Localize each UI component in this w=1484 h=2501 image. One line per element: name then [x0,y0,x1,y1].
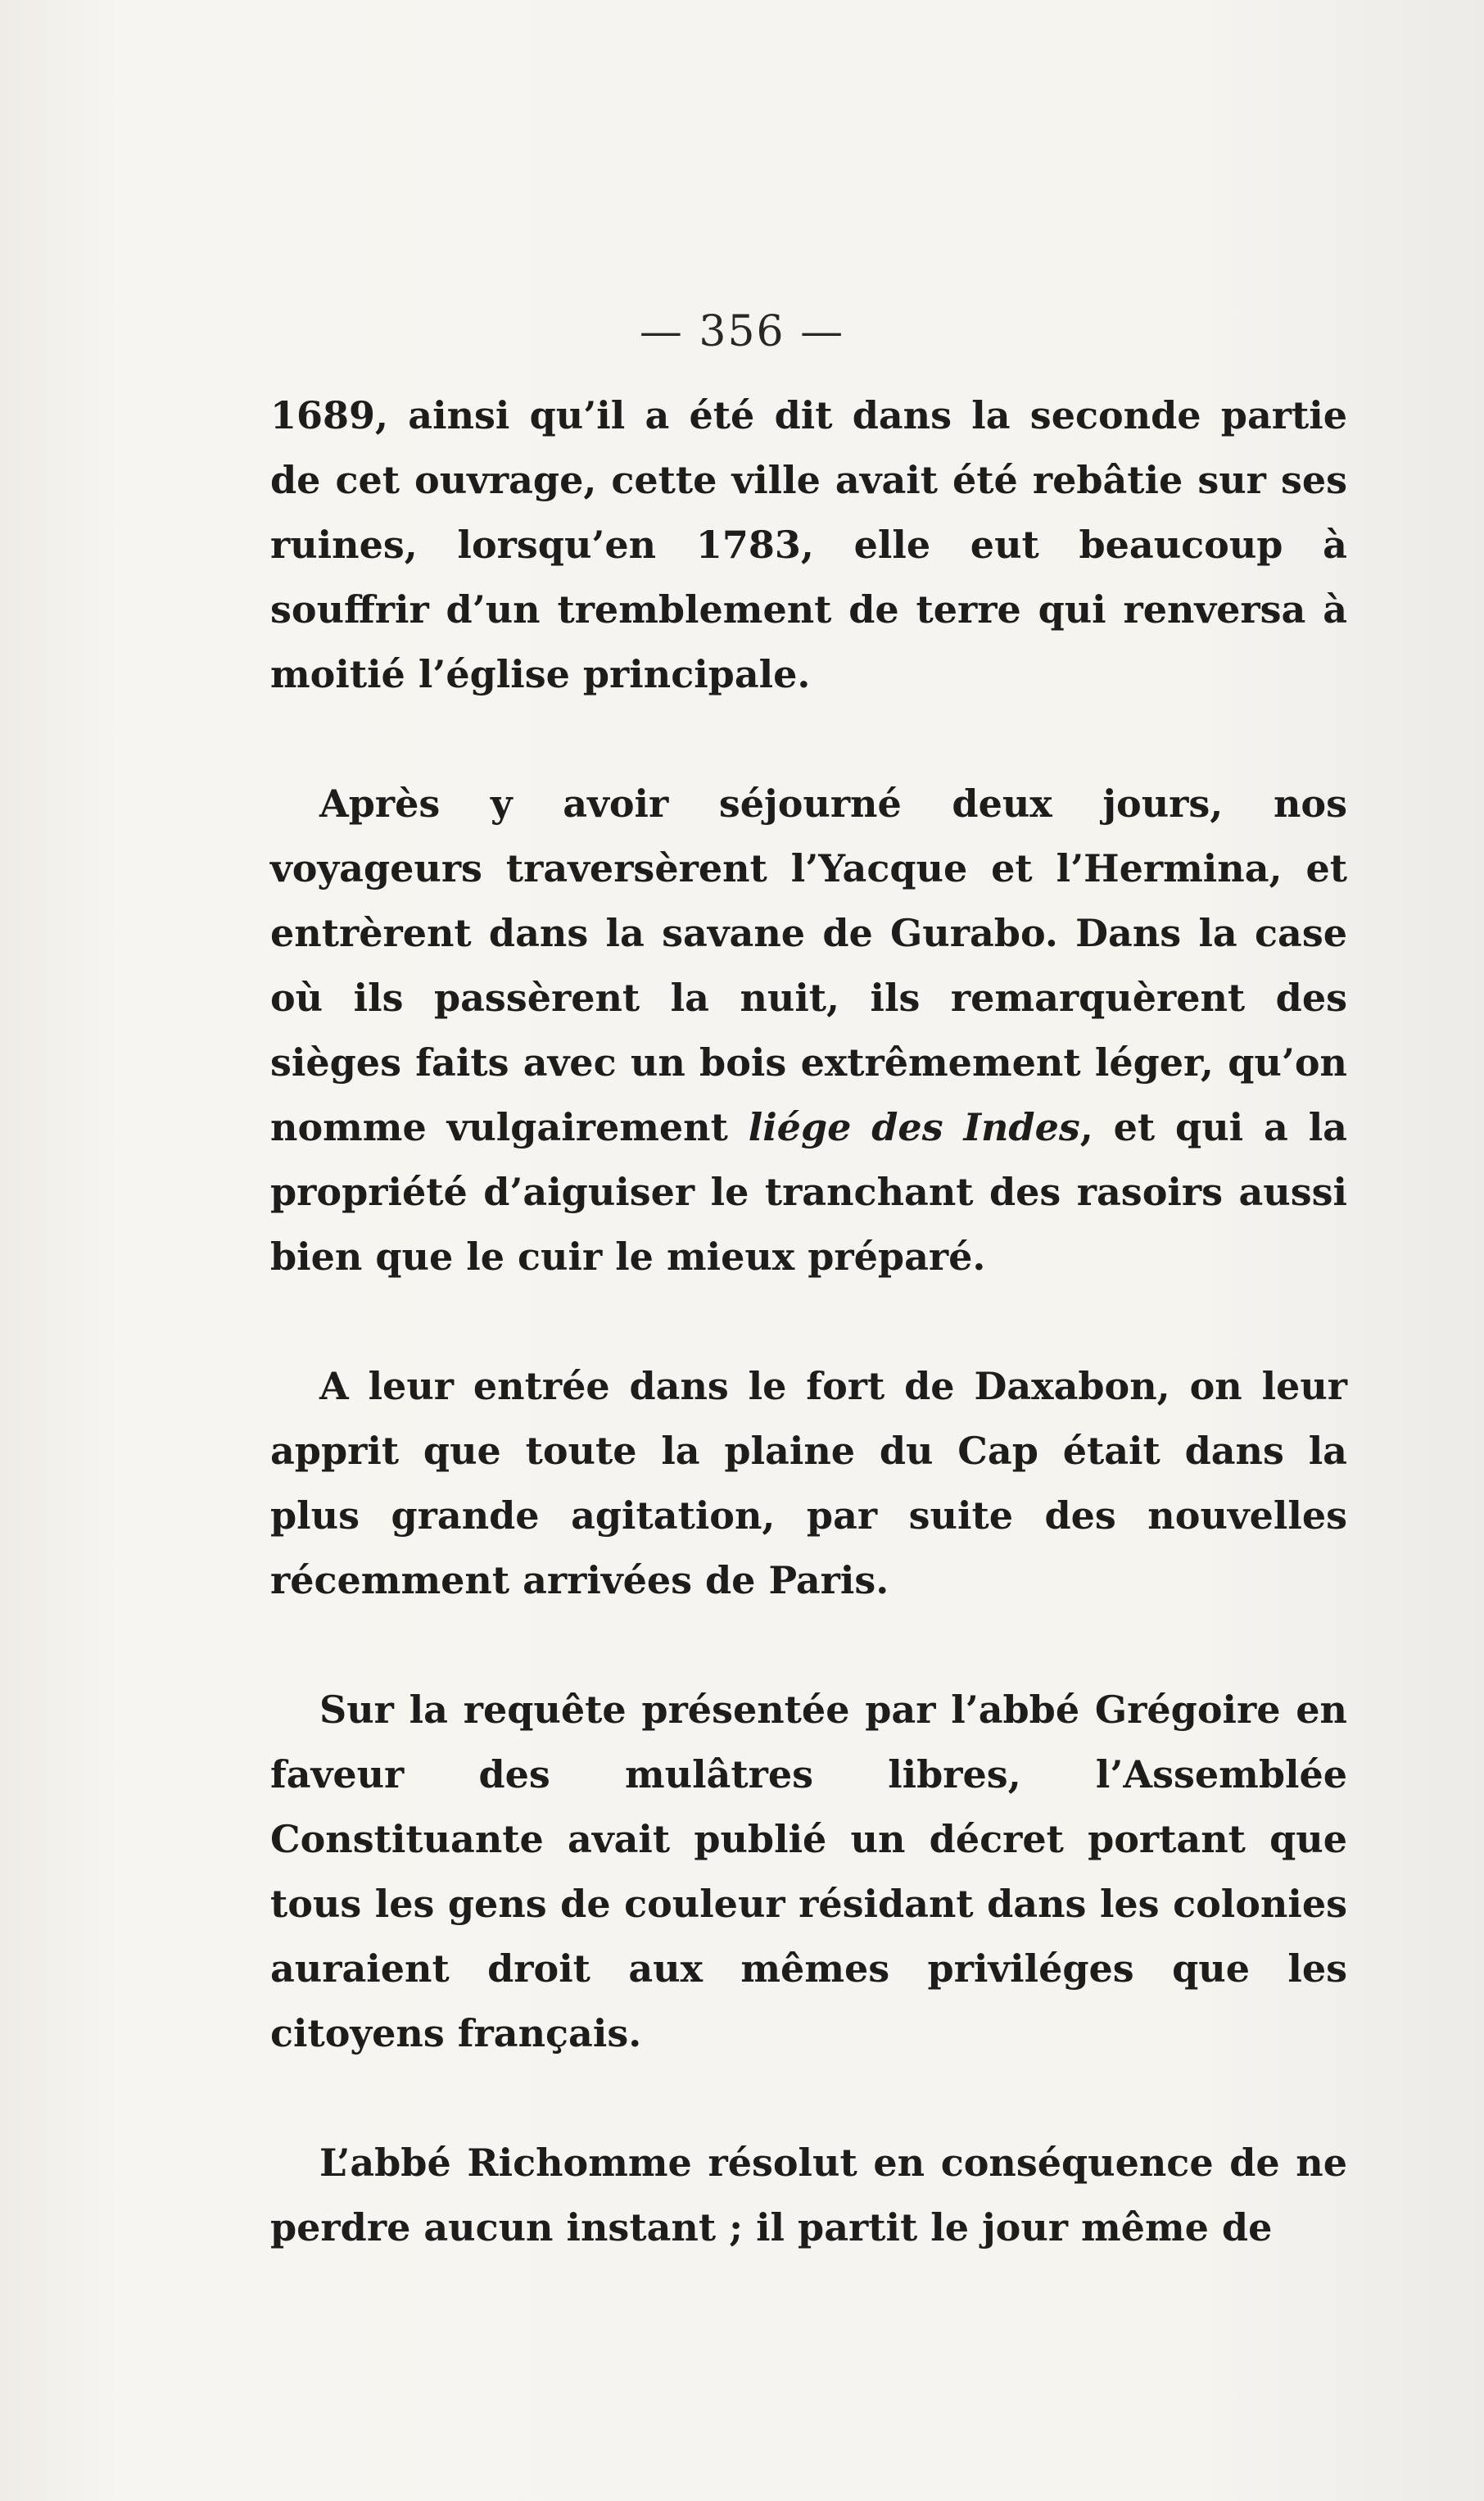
paragraph-4: Sur la requête présentée par l’abbé Grégoire en faveur des mulâtres libres, l’Assemblée Constituante avait publié un décret portant que tous les gens de couleur résidant dans les colonies auraient droit aux mêmes priviléges que les citoyens français. [270,1688,1347,2055]
page-number: — 356 — [639,307,845,356]
paragraph-3: A leur entrée dans le fort de Daxabon, on leur apprit que toute la plaine du Cap était dans la plus grande agitation, par suite des nouvelles récemment arrivées de Paris. [270,1364,1347,1602]
body-text [270,383,1347,2260]
paragraph-5: L’abbé Richomme résolut en conséquence de ne perdre aucun instant ; il partit le jour même de [270,2141,1347,2250]
paragraph-2-text-end: , et qui a la propriété d’aiguiser le tranchant des rasoirs aussi bien que le cuir le mieux préparé. [270,1105,1347,1279]
paragraph-1: 1689, ainsi qu’il a été dit dans la seconde partie de cet ouvrage, cette ville avait été rebâtie sur ses ruines, lorsqu’en 1783, elle eut beaucoup à souffrir d’un tremblement de terre qui renversa à moitié l’église principale. [270,393,1347,696]
paragraph-2-italic-term: liége des Indes [748,1105,1080,1149]
paragraph-2 [270,772,1347,1289]
paragraph-2-text-start: Après y avoir séjourné deux jours, nos voyageurs traversèrent l’Yacque et l’Hermina, et entrèrent dans la savane de Gurabo. Dans la case où ils passèrent la nuit, ils remarquèrent des sièges faits avec un bois extrêmement léger, qu’on nomme vulgairement [270,782,1347,1149]
